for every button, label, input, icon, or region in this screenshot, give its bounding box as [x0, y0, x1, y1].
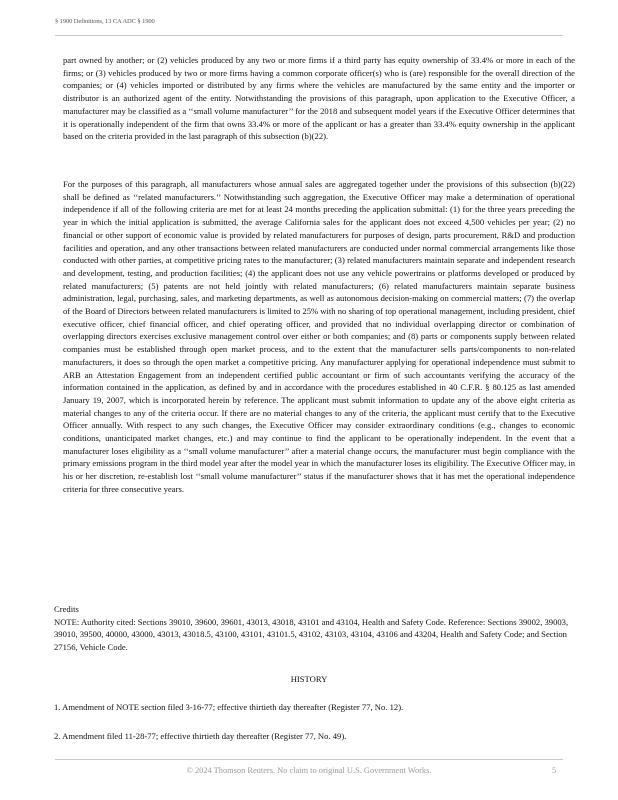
credits-label: Credits	[54, 604, 79, 614]
footer-copyright: © 2024 Thomson Reuters. No claim to original U.S. Government Works.	[186, 766, 432, 775]
page-number: 5	[552, 766, 557, 775]
credits-note: NOTE: Authority cited: Sections 39010, 39600, 39601, 43013, 43018, 43101 and 43104, Health and Safety Code. Reference: Sections 39002, 39003, 39010, 39500, 40000, 43000, 43013, 43018.5, 43100, 43101, 43101.5, 43102, 43103, 43104, 43106 and 43204, Health and Safety Code; and Section 27156, Vehicle Code.	[54, 616, 569, 653]
body-paragraph-2: For the purposes of this paragraph, all manufacturers whose annual sales are aggregated together under the provisions of this subsection (b)(22) shall be defined as ‘‘related manufacturers.’’ Notwithstanding such aggregation, the Executive Officer may make a determination of operational independence if all of the following criteria are met for at least 24 months preceding the application submittal: (1) for the three years preceding the year in which the initial application is submitted, the average California sales for the applicant does not exceed 4,500 vehicles per year; (2) no financial or other support of economic value is provided by related manufacturers for purposes of design, parts procurement, R&D and production facilities and operation, and any other transactions between related manufacturers are conducted under normal commercial arrangements like those conducted with other parties, at competitive pricing rates to the manufacturer; (3) related manufacturers maintain separate and independent research and development, testing, and production facilities; (4) the applicant does not use any vehicle powertrains or platforms developed or produced by related manufacturers; (5) patents are not held jointly with related manufacturers; (6) related manufacturers maintain separate business administration, legal, purchasing, sales, and marketing departments, as well as autonomous decision-making on commercial matters; (7) the overlap of the Board of Directors between related manufacturers is limited to 25% with no sharing of top operational management, including president, chief executive officer, chief financial officer, and chief operating officer, and provided that no individual overlapping director or combination of overlapping directors exercises exclusive management control over either or both companies; and (8) parts or components supply between related companies must be established through open market process, and to the extent that the manufacturer sells parts/components to non-related manufacturers, it does so through the open market a competitive pricing. Any manufacturer applying for operational independence must submit to ARB an Attestation Engagement from an independent certified public accountant or firm of such accountants verifying the accuracy of the information contained in the application, as defined by and in accordance with the procedures established in 40 C.F.R. § 80.125 as last amended January 19, 2007, which is incorporated herein by reference. The applicant must submit information to update any of the above eight criteria as material changes to any of the criteria occur. If there are no material changes to any of the criteria, the applicant must certify that to the Executive Officer annually. With respect to any such changes, the Executive Officer may consider extraordinary conditions (e.g., changes to economic conditions, unanticipated market changes, etc.) and may continue to find the applicant to be operationally independent. In the event that a manufacturer loses eligibility as a ‘‘small volume manufacturer’’ after a material change occurs, the manufacturer must begin compliance with the primary emissions program in the third model year after the model year in which the manufacturer loses its eligibility. The Executive Officer may, in his or her discretion, re-establish lost ‘‘small volume manufacturer’’ status if the manufacturer shows that it has met the operational independence criteria for three consecutive years.	[63, 179, 575, 494]
history-item: 1. Amendment of NOTE section filed 3-16-77; effective thirtieth day thereafter (Register 77, No. 12).	[54, 702, 404, 712]
header-divider	[55, 35, 563, 36]
credits-section	[54, 603, 575, 654]
body-paragraph-1: part owned by another; or (2) vehicles produced by any two or more firms if a third party has equity ownership of 33.4% or more in each of the firms; or (3) vehicles produced by two or more firms having a common corporate officer(s) who is (are) responsible for the overall direction of the companies; or (4) vehicles imported or distributed by any firms where the vehicles are manufactured by the same entity and the importer or distributor is an authorized agent of the entity. Notwithstanding the provisions of this paragraph, upon application to the Executive Officer, a manufacturer may be classified as a ‘‘small volume manufacturer’’ for the 2018 and subsequent model years if the Executive Officer determines that it is operationally independent of the firm that owns 33.4% or more of the applicant or has a greater than 33.4% equity ownership in the applicant based on the criteria provided in the last paragraph of this subsection (b)(22).	[63, 55, 575, 142]
history-item: 2. Amendment filed 11-28-77; effective thirtieth day thereafter (Register 77, No. 49).	[54, 731, 347, 741]
footer-divider	[55, 759, 563, 760]
running-header: § 1900 Definitions, 13 CA ADC § 1900	[55, 18, 155, 25]
history-title: HISTORY	[290, 674, 328, 684]
